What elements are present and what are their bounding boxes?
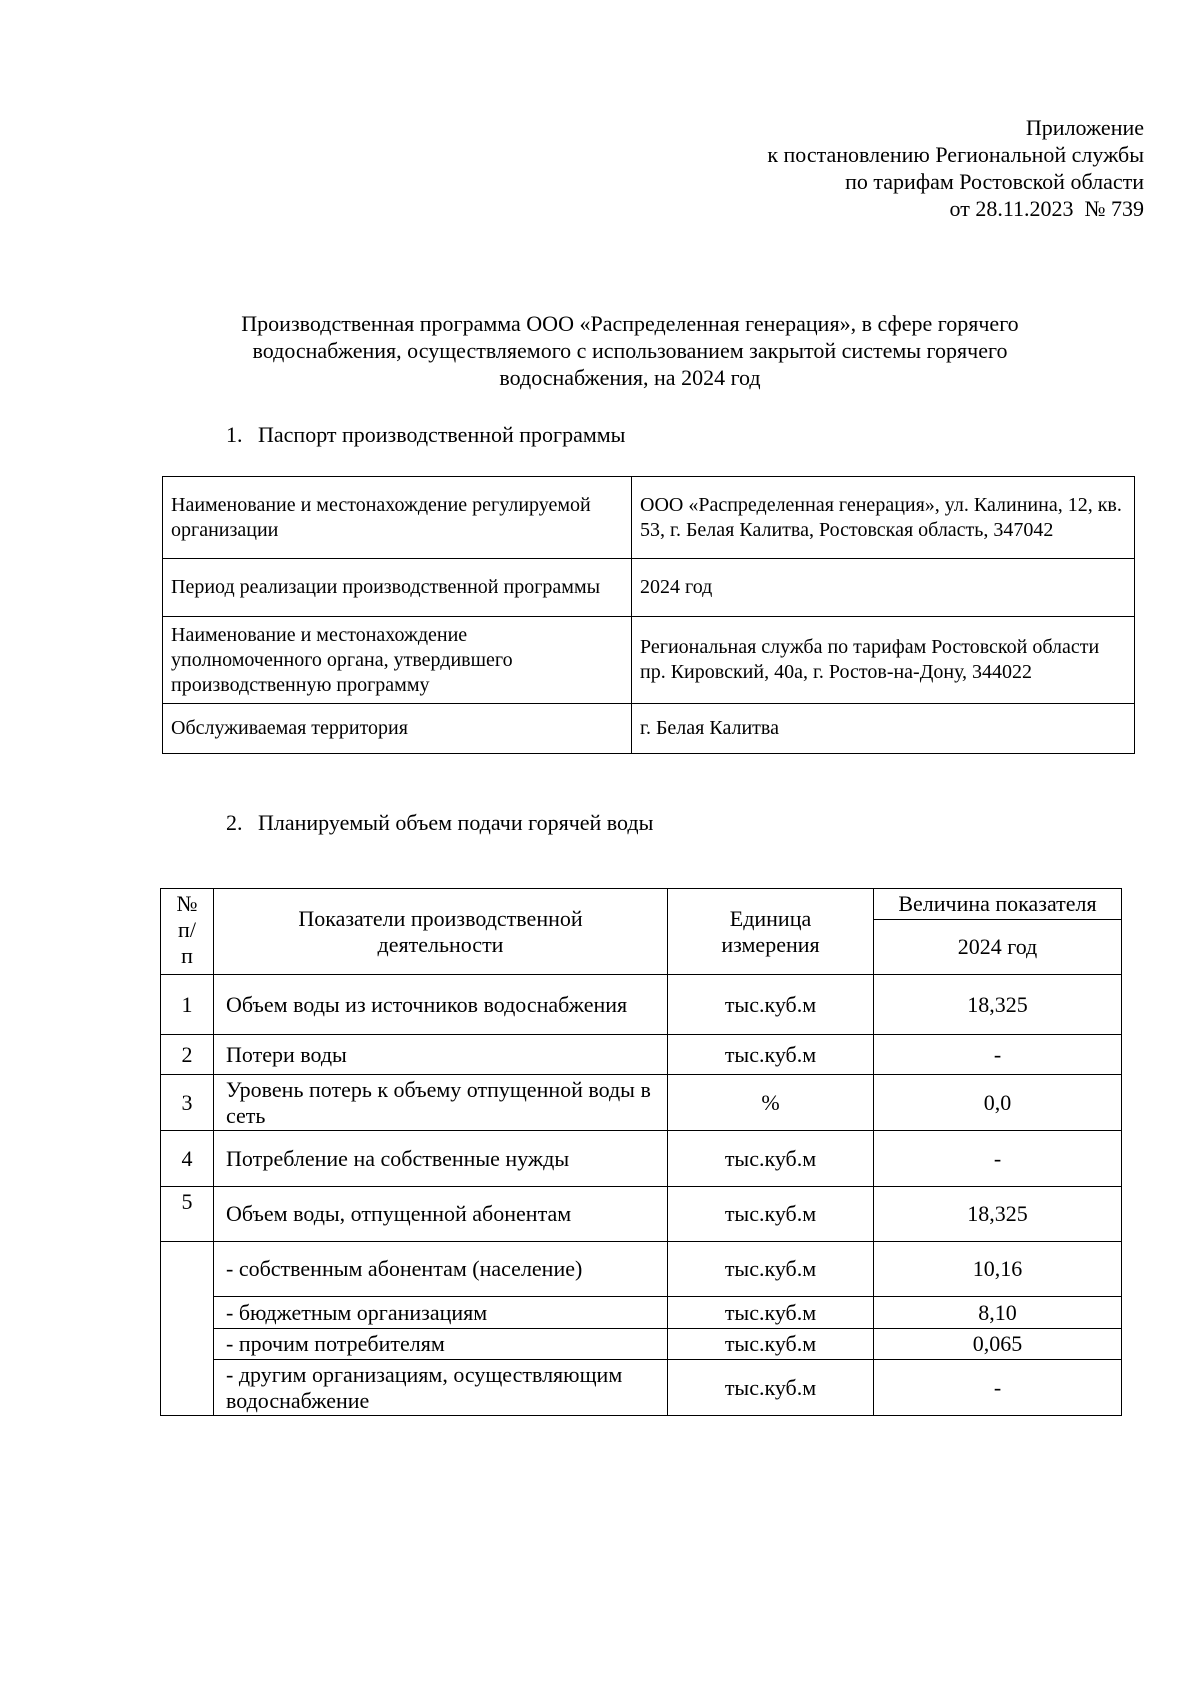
- row-value: 18,325: [874, 1187, 1122, 1242]
- row-name: Уровень потерь к объему отпущенной воды в сеть: [214, 1075, 668, 1131]
- table-row: [161, 1187, 1122, 1242]
- passport-value: Региональная служба по тарифам Ростовской области: [640, 636, 1100, 658]
- appendix-line: по тарифам Ростовской области: [845, 169, 1144, 194]
- header-number-cell: [161, 889, 214, 975]
- table-row: [163, 704, 1135, 754]
- row-name: Объем воды из источников водоснабжения: [214, 975, 668, 1035]
- row-number: 3: [161, 1075, 214, 1131]
- document-title: [190, 310, 1070, 391]
- passport-table: [162, 476, 1135, 754]
- passport-label: Наименование и местонахождение уполномоченного органа, утвердившего производственную программу: [163, 617, 632, 704]
- row-unit: тыс.куб.м: [668, 1329, 874, 1360]
- table-row: [161, 1329, 1122, 1360]
- passport-value-cell: [632, 617, 1135, 704]
- row-unit: тыс.куб.м: [668, 1242, 874, 1297]
- section-title: Паспорт производственной программы: [258, 422, 626, 447]
- appendix-date-number: от 28.11.2023 № 739: [949, 196, 1144, 221]
- row-unit: тыс.куб.м: [668, 975, 874, 1035]
- row-value: 0,065: [874, 1329, 1122, 1360]
- header-year: 2024 год: [874, 920, 1122, 975]
- title-line: водоснабжения, осуществляемого с использованием закрытой системы горячего: [252, 338, 1008, 363]
- header-number: №: [176, 891, 198, 916]
- header-number: п: [181, 943, 193, 968]
- row-unit: тыс.куб.м: [668, 1297, 874, 1329]
- table-row: [161, 1242, 1122, 1297]
- water-volume-table: [160, 888, 1122, 1416]
- row-name: Потери воды: [214, 1035, 668, 1075]
- row-name: - бюджетным организациям: [214, 1297, 668, 1329]
- appendix-line: к постановлению Региональной службы: [767, 142, 1144, 167]
- row-number: 2: [161, 1035, 214, 1075]
- appendix-header: [767, 114, 1144, 222]
- table-row: [163, 477, 1135, 559]
- row-number: 5: [161, 1187, 214, 1242]
- passport-label: Обслуживаемая территория: [163, 704, 632, 754]
- row-value: -: [874, 1035, 1122, 1075]
- table-row: [163, 559, 1135, 617]
- table-row: [161, 1360, 1122, 1416]
- section-number: 2.: [226, 810, 243, 835]
- header-indicator: Показатели производственной деятельности: [214, 889, 668, 975]
- row-name: Потребление на собственные нужды: [214, 1131, 668, 1187]
- row-number: 1: [161, 975, 214, 1035]
- header-unit: Единица измерения: [668, 889, 874, 975]
- row-unit: тыс.куб.м: [668, 1187, 874, 1242]
- section-title: Планируемый объем подачи горячей воды: [258, 810, 654, 835]
- table-row: [161, 1075, 1122, 1131]
- table-row: [161, 975, 1122, 1035]
- row-value: -: [874, 1360, 1122, 1416]
- row-name: - другим организациям, осуществляющим водоснабжение: [214, 1360, 668, 1416]
- row-name: Объем воды, отпущенной абонентам: [214, 1187, 668, 1242]
- table-row: [163, 617, 1135, 704]
- section-number: 1.: [226, 422, 243, 447]
- row-unit: %: [668, 1075, 874, 1131]
- row-name: - собственным абонентам (население): [214, 1242, 668, 1297]
- table-row: [161, 1297, 1122, 1329]
- passport-value: г. Белая Калитва: [632, 704, 1135, 754]
- header-number: п/: [178, 917, 196, 942]
- title-line: Производственная программа ООО «Распределенная генерация», в сфере горячего: [241, 311, 1019, 336]
- title-line: водоснабжения, на 2024 год: [499, 365, 761, 390]
- row-value: -: [874, 1131, 1122, 1187]
- row-value: 0,0: [874, 1075, 1122, 1131]
- passport-label: Наименование и местонахождение регулируемой организации: [163, 477, 632, 559]
- row-unit: тыс.куб.м: [668, 1360, 874, 1416]
- row-value: 8,10: [874, 1297, 1122, 1329]
- table-row: [161, 1035, 1122, 1075]
- section-heading-volume: [226, 809, 653, 836]
- row-name: - прочим потребителям: [214, 1329, 668, 1360]
- passport-value: ООО «Распределенная генерация», ул. Калинина, 12, кв. 53, г. Белая Калитва, Ростовская область, 347042: [632, 477, 1135, 559]
- appendix-line: Приложение: [1025, 115, 1144, 140]
- passport-label: Период реализации производственной программы: [163, 559, 632, 617]
- header-value: Величина показателя: [874, 889, 1122, 920]
- row-value: 18,325: [874, 975, 1122, 1035]
- passport-value-address: пр. Кировский, 40а, г. Ростов-на-Дону, 344022: [640, 661, 1033, 683]
- row-unit: тыс.куб.м: [668, 1131, 874, 1187]
- passport-value: 2024 год: [632, 559, 1135, 617]
- header-row: [161, 889, 1122, 920]
- row-unit: тыс.куб.м: [668, 1035, 874, 1075]
- section-heading-passport: [226, 421, 625, 448]
- row-value: 10,16: [874, 1242, 1122, 1297]
- row-number: 4: [161, 1131, 214, 1187]
- table-row: [161, 1131, 1122, 1187]
- row-number-empty: [161, 1242, 214, 1416]
